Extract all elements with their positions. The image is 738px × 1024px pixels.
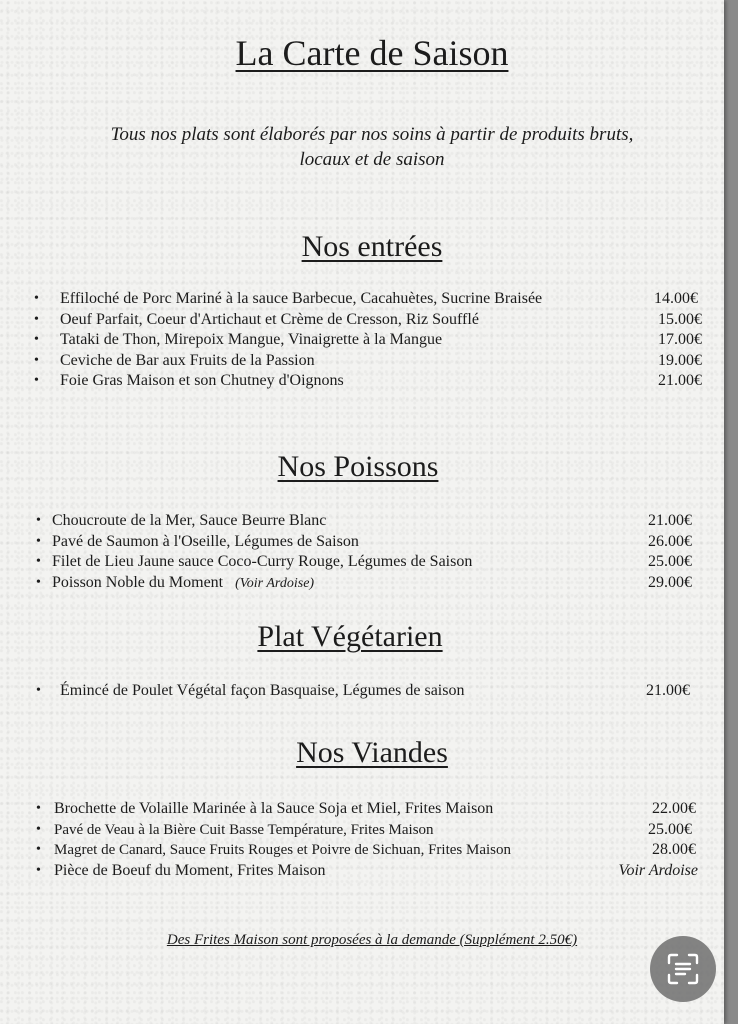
bullet: • (34, 352, 39, 368)
dish-price: 21.00€ (658, 372, 702, 389)
dish-price: 26.00€ (648, 532, 692, 550)
dish-name-text: Poisson Noble du Moment (52, 573, 224, 591)
entrees-list (34, 289, 706, 392)
viandes-list (36, 799, 696, 881)
dish-name: Choucroute de la Mer, Sauce Beurre Blanc (52, 512, 327, 529)
list-item (34, 289, 706, 310)
bullet: • (36, 554, 41, 569)
list-item (36, 511, 696, 532)
dish-price: 25.00€ (648, 820, 692, 838)
list-item (36, 573, 696, 594)
dish-name: Magret de Canard, Sauce Fruits Rouges et Poivre de Sichuan, Frites Maison (54, 842, 512, 858)
dish-price: 28.00€ (652, 841, 696, 858)
dish-name: Effiloché de Porc Mariné à la sauce Barbecue, Cacahuètes, Sucrine Braisée (60, 290, 543, 307)
dish-price: 21.00€ (646, 682, 690, 699)
list-item (36, 799, 696, 820)
list-item (34, 351, 706, 372)
dish-price: 14.00€ (654, 290, 698, 307)
bullet: • (36, 821, 41, 837)
page-title: La Carte de Saison (235, 33, 509, 73)
list-item (36, 820, 696, 841)
vegetarien-list (36, 681, 696, 702)
bullet: • (36, 574, 41, 590)
dish-price: 29.00€ (648, 573, 692, 591)
intro-line-1: Tous nos plats sont élaborés par nos soins à partir de produits bruts, (110, 124, 634, 145)
bullet: • (36, 842, 41, 857)
scan-text-button[interactable] (650, 936, 716, 1002)
list-item (34, 330, 706, 351)
dish-price: 17.00€ (658, 331, 702, 348)
dish-name: Pavé de Veau à la Bière Cuit Basse Température, Frites Maison (54, 821, 434, 838)
section-title-poissons: Nos Poissons (277, 450, 439, 483)
bullet: • (34, 373, 39, 388)
dish-name: Brochette de Volaille Marinée à la Sauce Soja et Miel, Frites Maison (54, 800, 494, 817)
dish-price: Voir Ardoise (618, 861, 698, 879)
dish-price: 22.00€ (652, 800, 696, 817)
dish-price: 19.00€ (658, 351, 702, 369)
dish-name: Tataki de Thon, Mirepoix Mangue, Vinaigrette à la Mangue (60, 331, 443, 348)
list-item (36, 861, 696, 882)
list-item (36, 552, 696, 573)
scan-text-icon (666, 952, 700, 986)
list-item (36, 840, 696, 861)
list-item (34, 310, 706, 331)
intro-text (40, 122, 704, 172)
list-item (36, 532, 696, 553)
dish-price: 15.00€ (658, 310, 702, 328)
bullet: • (34, 291, 39, 306)
section-title-viandes: Nos Viandes (296, 736, 448, 769)
dish-name: Pavé de Saumon à l'Oseille, Légumes de Saison (52, 532, 359, 550)
bullet: • (36, 801, 41, 816)
poissons-list (36, 511, 696, 593)
dish-name: Filet de Lieu Jaune sauce Coco-Curry Rouge, Légumes de Saison (52, 553, 473, 570)
bullet: • (36, 513, 41, 528)
bullet: • (34, 311, 39, 327)
dish-price: 21.00€ (648, 512, 692, 529)
list-item (34, 371, 706, 392)
dish-name: Ceviche de Bar aux Fruits de la Passion (60, 351, 315, 369)
list-item (36, 681, 696, 702)
dish-price: 25.00€ (648, 553, 692, 570)
bullet: • (34, 332, 39, 347)
dish-name (52, 573, 314, 595)
section-title-vegetarien: Plat Végétarien (257, 620, 443, 653)
dish-name: Pièce de Boeuf du Moment, Frites Maison (54, 861, 326, 879)
dish-name: Émincé de Poulet Végétal façon Basquaise, Légumes de saison (60, 682, 465, 699)
bullet: • (36, 862, 41, 878)
bullet: • (36, 683, 41, 698)
section-title-entrees: Nos entrées (301, 230, 443, 263)
intro-line-2: locaux et de saison (299, 149, 445, 170)
dish-name: Oeuf Parfait, Coeur d'Artichaut et Crème de Cresson, Riz Soufflé (60, 310, 479, 328)
footer-note: Des Frites Maison sont proposées à la demande (Supplément 2.50€) (166, 932, 578, 948)
dish-name: Foie Gras Maison et son Chutney d'Oignons (60, 372, 344, 389)
dish-note: (Voir Ardoise) (235, 575, 315, 591)
bullet: • (36, 533, 41, 549)
